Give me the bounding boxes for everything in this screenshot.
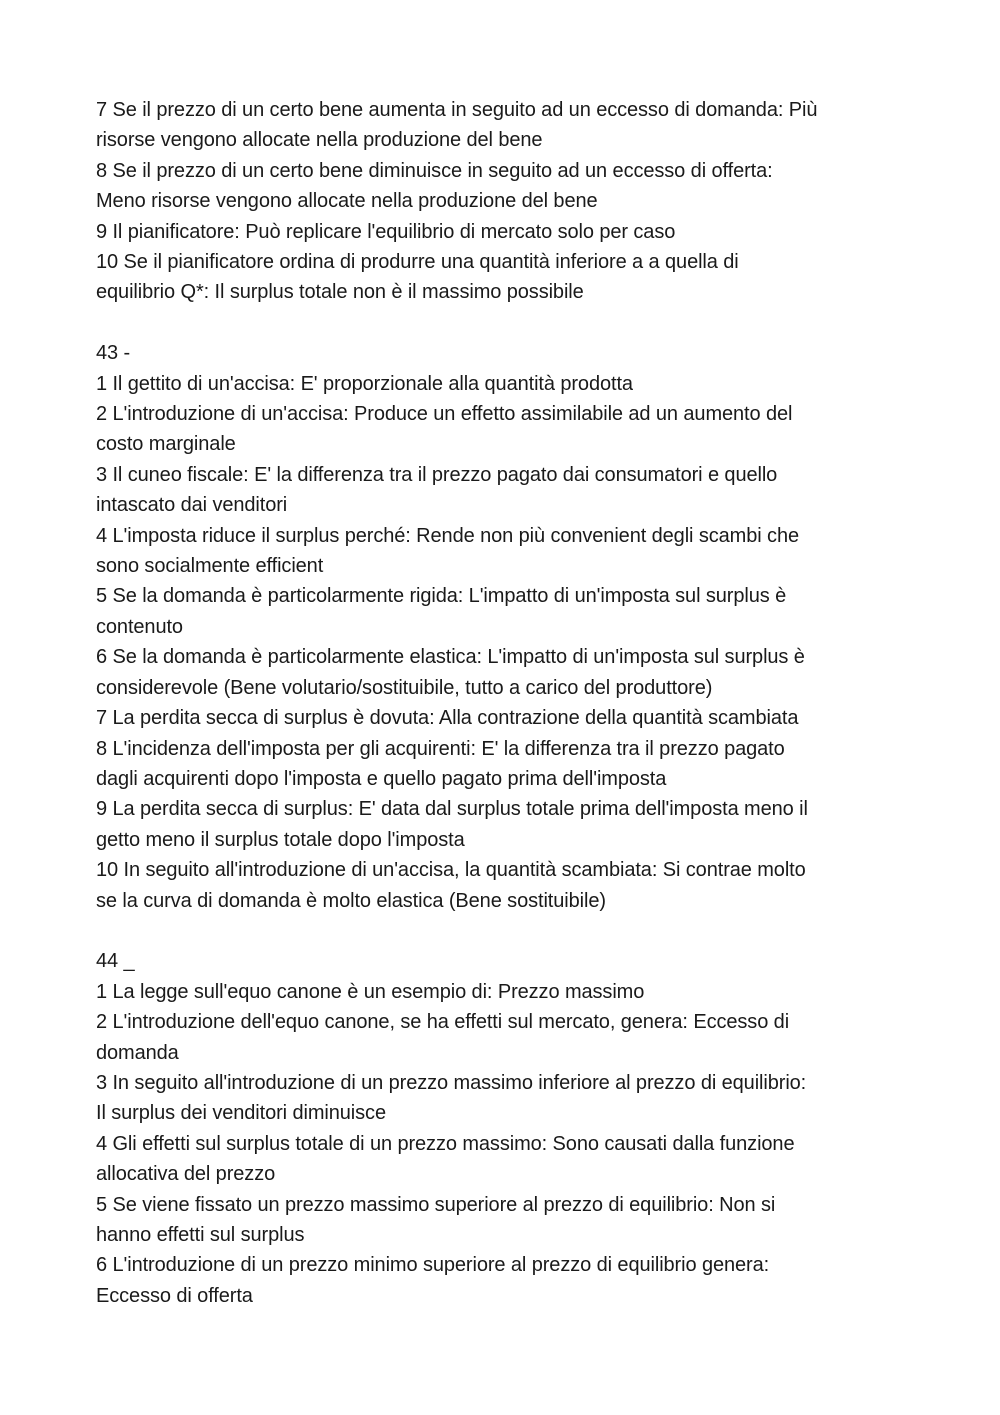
text-line: 2 L'introduzione di un'accisa: Produce un effetto assimilabile ad un aumento del bbox=[96, 403, 793, 426]
text-line: domanda bbox=[96, 1041, 179, 1064]
text-line: considerevole (Bene volutario/sostituibile, tutto a carico del produttore) bbox=[96, 676, 713, 699]
text-line: 1 Il gettito di un'accisa: E' proporzionale alla quantità prodotta bbox=[96, 372, 633, 395]
section-heading: 44 _ bbox=[96, 950, 135, 973]
text-line: getto meno il surplus totale dopo l'imposta bbox=[96, 828, 465, 851]
text-line: 8 L'incidenza dell'imposta per gli acquirenti: E' la differenza tra il prezzo pagato bbox=[96, 737, 785, 760]
text-line: 3 Il cuneo fiscale: E' la differenza tra il prezzo pagato dai consumatori e quello bbox=[96, 463, 778, 486]
text-line: dagli acquirenti dopo l'imposta e quello pagato prima dell'imposta bbox=[96, 767, 667, 790]
text-line: 7 La perdita secca di surplus è dovuta: Alla contrazione della quantità scambiata bbox=[96, 707, 799, 730]
text-line: Meno risorse vengono allocate nella produzione del bene bbox=[96, 190, 598, 213]
text-line: 2 L'introduzione dell'equo canone, se ha effetti sul mercato, genera: Eccesso di bbox=[96, 1011, 790, 1034]
text-line: 4 Gli effetti sul surplus totale di un prezzo massimo: Sono causati dalla funzione bbox=[96, 1132, 795, 1155]
section-43 bbox=[96, 338, 916, 916]
text-line: 3 In seguito all'introduzione di un prezzo massimo inferiore al prezzo di equilibrio: bbox=[96, 1071, 807, 1094]
text-line: 10 In seguito all'introduzione di un'accisa, la quantità scambiata: Si contrae molto bbox=[96, 859, 806, 882]
text-line: contenuto bbox=[96, 615, 183, 638]
section-44 bbox=[96, 946, 916, 1311]
text-line: 1 La legge sull'equo canone è un esempio di: Prezzo massimo bbox=[96, 980, 645, 1003]
text-line: intascato dai venditori bbox=[96, 494, 288, 517]
section-heading: 43 - bbox=[96, 342, 131, 365]
text-line: risorse vengono allocate nella produzione del bene bbox=[96, 129, 543, 152]
text-line: Eccesso di offerta bbox=[96, 1284, 253, 1307]
text-line: allocativa del prezzo bbox=[96, 1163, 276, 1186]
text-line: hanno effetti sul surplus bbox=[96, 1224, 305, 1246]
text-line: 5 Se la domanda è particolarmente rigida: L'impatto di un'imposta sul surplus è bbox=[96, 585, 787, 608]
text-line: 9 La perdita secca di surplus: E' data dal surplus totale prima dell'imposta meno il bbox=[96, 798, 808, 821]
text-line: 5 Se viene fissato un prezzo massimo superiore al prezzo di equilibrio: Non si bbox=[96, 1193, 776, 1216]
text-line: 6 Se la domanda è particolarmente elastica: L'impatto di un'imposta sul surplus è bbox=[96, 646, 805, 669]
text-line: se la curva di domanda è molto elastica (Bene sostituibile) bbox=[96, 889, 606, 912]
document-page bbox=[96, 95, 916, 1311]
text-line: 9 Il pianificatore: Può replicare l'equilibrio di mercato solo per caso bbox=[96, 220, 676, 243]
text-line: 6 L'introduzione di un prezzo minimo superiore al prezzo di equilibrio genera: bbox=[96, 1254, 770, 1277]
text-line: 8 Se il prezzo di un certo bene diminuisce in seguito ad un eccesso di offerta: bbox=[96, 159, 773, 182]
text-line: Il surplus dei venditori diminuisce bbox=[96, 1102, 386, 1125]
text-line: sono socialmente efficient bbox=[96, 555, 324, 578]
text-line: 10 Se il pianificatore ordina di produrre una quantità inferiore a a quella di bbox=[96, 251, 739, 274]
text-line: equilibrio Q*: Il surplus totale non è il massimo possibile bbox=[96, 281, 584, 304]
text-line: 4 L'imposta riduce il surplus perché: Rende non più convenient degli scambi che bbox=[96, 524, 799, 547]
text-line: 7 Se il prezzo di un certo bene aumenta in seguito ad un eccesso di domanda: Più bbox=[96, 99, 818, 121]
text-line: costo marginale bbox=[96, 433, 236, 456]
section-42-continued bbox=[96, 95, 916, 308]
